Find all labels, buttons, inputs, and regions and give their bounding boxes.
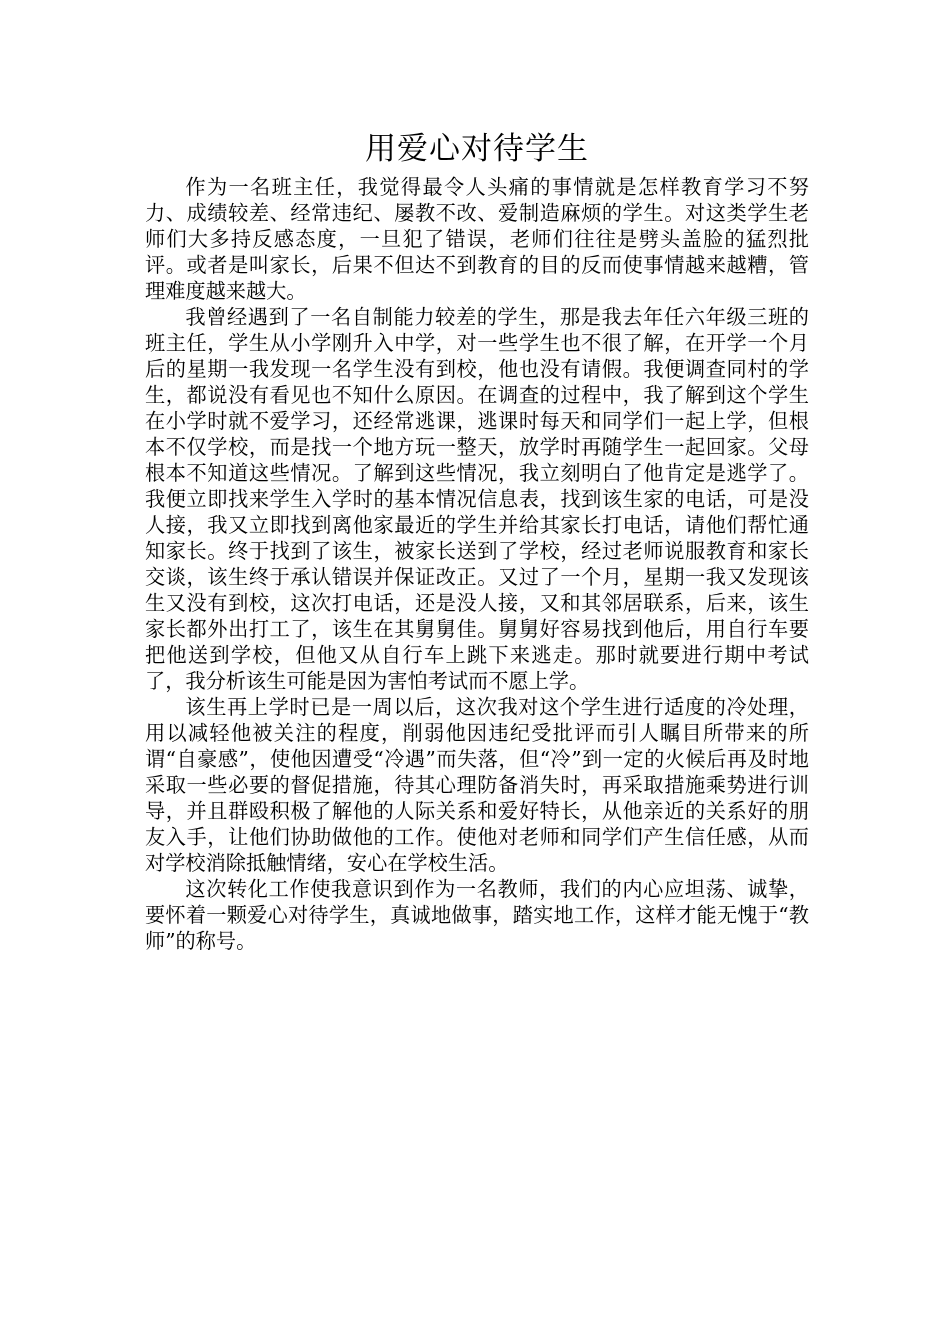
paragraph-2: 我曾经遇到了一名自制能力较差的学生，那是我去年任六年级三班的班主任，学生从小学刚升入中学，对一些学生也不很了解，在开学一个月后的星期一我发现一名学生没有到校，他也没有请假。我便调查同村的学生，都说没有看见也不知什么原因。在调查的过程中，我了解到这个学生在小学时就不爱学习，还经常逃课，逃课时每天和同学们一起上学，但根本不仅学校，而是找一个地方玩一整天，放学时再随学生一起回家。父母根本不知道这些情况。了解到这些情况，我立刻明白了他肯定是逃学了。我便立即找来学生入学时的基本情况信息表，找到该生家的电话，可是没人接，我又立即找到离他家最近的学生并给其家长打电话，请他们帮忙通知家长。终于找到了该生，被家长送到了学校，经过老师说服教育和家长交谈，该生终于承认错误并保证改正。又过了一个月，星期一我又发现该生又没有到校，这次打电话，还是没人接，又和其邻居联系，后来，该生家长都外出打工了，该生在其舅舅佳。舅舅好容易找到他后，用自行车要把他送到学校，但他又从自行车上跳下来逃走。那时就要进行期中考试了，我分析该生可能是因为害怕考试而不愿上学。: [145, 305, 809, 693]
paragraph-3: 该生再上学时已是一周以后，这次我对这个学生进行适度的冷处理，用以减轻他被关注的程度，削弱他因违纪受批评而引人瞩目所带来的所谓“自豪感”，使他因遭受“冷遇”而失落，但“冷”到一定的火候后再及时地采取一些必要的督促措施，待其心理防备消失时，再采取措施乘势进行训导，并且群殴积极了解他的人际关系和爱好特长，从他亲近的关系好的朋友入手，让他们协助做他的工作。使他对老师和同学们产生信任感，从而对学校消除抵触情绪，安心在学校生活。: [145, 695, 809, 875]
document-title: 用爱心对待学生: [365, 131, 589, 167]
paragraph-1: 作为一名班主任，我觉得最令人头痛的事情就是怎样教育学习不努力、成绩较差、经常违纪、屡教不改、爱制造麻烦的学生。对这类学生老师们大多持反感态度，一旦犯了错误，老师们往往是劈头盖脸的猛烈批评。或者是叫家长，后果不但达不到教育的目的反而使事情越来越糟，管理难度越来越大。: [145, 175, 809, 303]
document-body: [145, 174, 809, 954]
paragraph-4: 这次转化工作使我意识到作为一名教师，我们的内心应坦荡、诚挚，要怀着一颗爱心对待学生，真诚地做事，踏实地工作，这样才能无愧于“教师”的称号。: [145, 877, 809, 953]
